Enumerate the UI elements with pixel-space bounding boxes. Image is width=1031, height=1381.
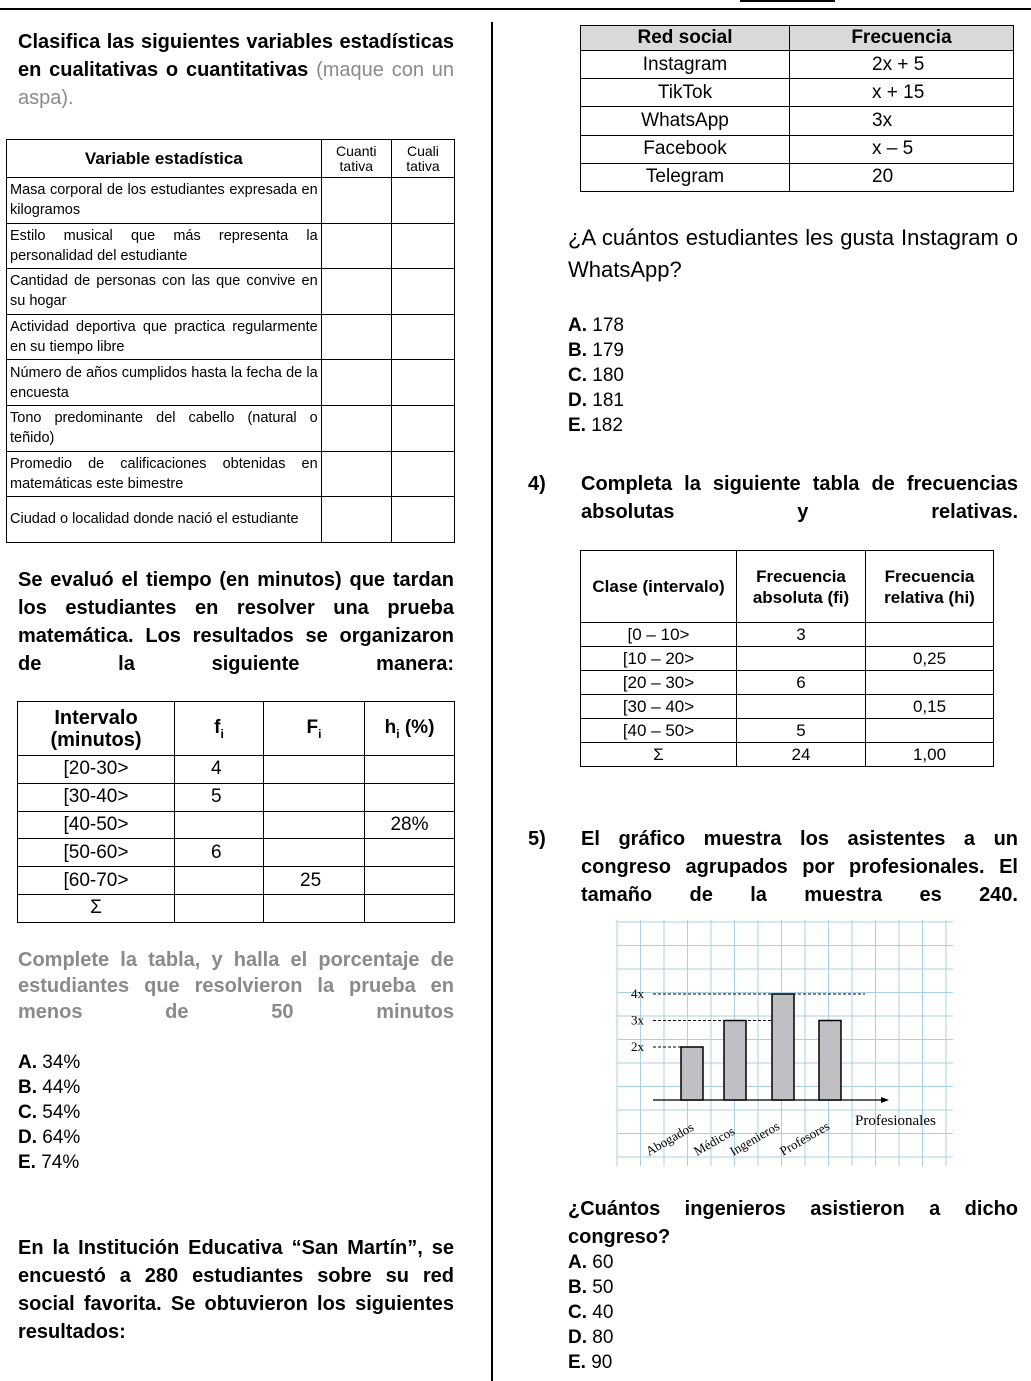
q4-row	[581, 743, 994, 767]
classify-table	[6, 139, 455, 543]
time-instruction: Complete la tabla, y halla el porcentaje de estudiantes que resolvieron la prueba en menos de 50 minutos	[18, 949, 454, 1023]
cualitativa-checkbox-cell[interactable]	[391, 360, 454, 406]
absolute-cell: 5	[737, 719, 866, 743]
option-letter: C.	[568, 365, 587, 386]
time-question-text: Se evaluó el tiempo (en minutos) que tardan los estudiantes en resolver una prueba matemática. Los resultados se organizaron de la siguiente manera:	[18, 569, 454, 675]
answer-option[interactable]	[568, 413, 624, 438]
option-letter: B.	[18, 1077, 37, 1098]
answer-option[interactable]	[568, 1275, 613, 1300]
interval-cell: [40-50>	[18, 811, 175, 839]
variable-cell: Promedio de calificaciones obtenidas en matemáticas este bimestre	[7, 451, 322, 497]
variable-cell: Cantidad de personas con las que convive en su hogar	[7, 269, 322, 315]
q5-number: 5)	[528, 828, 546, 850]
cualitativa-checkbox-cell[interactable]	[391, 314, 454, 360]
interval-cell: [20-30>	[18, 756, 175, 784]
q4-row	[581, 647, 994, 671]
network-cell: Facebook	[581, 135, 790, 163]
answer-option[interactable]	[568, 388, 624, 413]
q4-table	[580, 550, 994, 767]
interval-cell: Σ	[18, 894, 175, 922]
relative-cell: 1,00	[866, 743, 994, 767]
hi-cell: 28%	[365, 811, 455, 839]
cualitativa-checkbox-cell[interactable]	[391, 497, 454, 543]
classify-title: Clasifica las siguientes variables estadísticas en cualitativas o cuantitativas	[18, 31, 454, 81]
network-cell: Telegram	[581, 163, 790, 191]
class-cell: Σ	[581, 743, 737, 767]
hi-label: $h_i$ (%)	[384, 716, 435, 741]
cuantitativa-checkbox-cell[interactable]	[321, 314, 391, 360]
time-header-hi	[365, 702, 455, 756]
header-cuantitativa: Cuanti tativa	[321, 140, 391, 178]
q4-text: Completa la siguiente tabla de frecuencias absolutas y relativas.	[581, 473, 1018, 523]
frequency-cell: x – 5	[790, 135, 1014, 163]
answer-option[interactable]	[568, 1350, 613, 1375]
classify-question	[18, 28, 454, 112]
time-table	[17, 701, 455, 923]
network-cell: WhatsApp	[581, 107, 790, 135]
value-label: 2x	[631, 1039, 644, 1054]
time-row	[18, 783, 455, 811]
relative-cell: 0,25	[866, 647, 994, 671]
option-letter: E.	[18, 1152, 36, 1173]
time-row	[18, 839, 455, 867]
top-rule-mark	[740, 0, 835, 2]
classify-header-row	[7, 140, 455, 178]
hi-cell[interactable]	[365, 756, 455, 784]
interval-cell: [50-60>	[18, 839, 175, 867]
network-cell: TikTok	[581, 79, 790, 107]
frequency-cell: 2x + 5	[790, 51, 1014, 79]
hi-cell[interactable]	[365, 867, 455, 895]
fi-label: $f_i$	[214, 716, 224, 741]
social-header-row	[581, 26, 1014, 51]
q4-header-class: Clase (intervalo)	[581, 551, 737, 623]
option-letter: D.	[18, 1127, 37, 1148]
q5-options	[568, 1250, 613, 1375]
cuantitativa-checkbox-cell[interactable]	[321, 269, 391, 315]
social-row	[581, 135, 1014, 163]
time-row	[18, 894, 455, 922]
relative-cell[interactable]	[866, 719, 994, 743]
option-text: 181	[592, 390, 624, 411]
category-label: Profesores	[777, 1118, 833, 1159]
fi-cell: 6	[175, 839, 264, 867]
fi-cell[interactable]	[175, 894, 264, 922]
header-cualitativa: Cuali tativa	[391, 140, 454, 178]
classify-row	[7, 269, 455, 315]
answer-option[interactable]	[18, 1125, 80, 1150]
absolute-cell: 3	[737, 623, 866, 647]
q4-row	[581, 695, 994, 719]
fi-cell: 5	[175, 783, 264, 811]
option-text: 50	[592, 1277, 614, 1298]
classify-row	[7, 360, 455, 406]
option-letter: D.	[568, 390, 587, 411]
Fi-cell: 25	[264, 867, 365, 895]
variable-cell: Número de años cumplidos hasta la fecha de la encuesta	[7, 360, 322, 406]
option-text: 74%	[41, 1152, 80, 1173]
cualitativa-checkbox-cell[interactable]	[391, 223, 454, 269]
header-variable: Variable estadística	[7, 140, 322, 178]
network-cell: Instagram	[581, 51, 790, 79]
value-label: 4x	[631, 986, 644, 1001]
q4-row	[581, 623, 994, 647]
answer-option[interactable]	[18, 1100, 80, 1125]
social-options	[568, 313, 624, 438]
option-text: 34%	[42, 1052, 81, 1073]
cualitativa-checkbox-cell[interactable]	[391, 269, 454, 315]
option-letter: A.	[18, 1052, 37, 1073]
answer-option[interactable]	[568, 313, 624, 338]
option-text: 64%	[42, 1127, 81, 1148]
q5-question: ¿Cuántos ingenieros asistieron a dicho congreso?	[568, 1198, 1018, 1248]
social-question-text: En la Institución Educativa “San Martín”, se encuestó a 280 estudiantes sobre su red social favorita. Se obtuvieron los siguientes resultados:	[18, 1237, 454, 1343]
q4-row	[581, 719, 994, 743]
time-row	[18, 756, 455, 784]
social-header-network: Red social	[581, 26, 790, 51]
cualitativa-checkbox-cell[interactable]	[391, 451, 454, 497]
x-axis-label: Profesionales	[855, 1113, 936, 1129]
column-divider	[491, 22, 493, 1381]
option-letter: A.	[568, 315, 587, 336]
variable-cell: Estilo musical que más representa la personalidad del estudiante	[7, 223, 322, 269]
relative-cell[interactable]	[866, 671, 994, 695]
option-letter: E.	[568, 1352, 586, 1373]
option-text: 44%	[42, 1077, 81, 1098]
cuantitativa-checkbox-cell[interactable]	[321, 451, 391, 497]
absolute-cell[interactable]	[737, 647, 866, 671]
absolute-cell: 6	[737, 671, 866, 695]
variable-cell: Masa corporal de los estudiantes expresada en kilogramos	[7, 178, 322, 224]
classify-row	[7, 314, 455, 360]
absolute-cell: 24	[737, 743, 866, 767]
option-letter: B.	[568, 340, 587, 361]
cuantitativa-checkbox-cell[interactable]	[321, 360, 391, 406]
social-row	[581, 51, 1014, 79]
time-options	[18, 1050, 80, 1175]
cualitativa-checkbox-cell[interactable]	[391, 178, 454, 224]
social-header-frequency: Frecuencia	[790, 26, 1014, 51]
bar-abogados	[681, 1047, 703, 1100]
fi-cell[interactable]	[175, 811, 264, 839]
interval-cell: [30-40>	[18, 783, 175, 811]
cuantitativa-checkbox-cell[interactable]	[321, 178, 391, 224]
time-header-fi	[175, 702, 264, 756]
answer-option[interactable]	[18, 1075, 80, 1100]
q4-header-row	[581, 551, 994, 623]
option-text: 60	[592, 1252, 614, 1273]
category-label: Abogados	[643, 1119, 697, 1159]
class-cell: [10 – 20>	[581, 647, 737, 671]
social-table	[580, 25, 1014, 192]
option-letter: B.	[568, 1277, 587, 1298]
cuantitativa-checkbox-cell[interactable]	[321, 497, 391, 543]
social-row	[581, 79, 1014, 107]
relative-cell[interactable]	[866, 623, 994, 647]
option-text: 180	[592, 365, 624, 386]
q4-header-absolute: Frecuencia absoluta (fi)	[737, 551, 866, 623]
hi-cell[interactable]	[365, 839, 455, 867]
option-text: 178	[592, 315, 624, 336]
time-row	[18, 811, 455, 839]
social-row	[581, 163, 1014, 191]
bar-profesores	[819, 1021, 841, 1101]
option-letter: A.	[568, 1252, 587, 1273]
classify-row	[7, 178, 455, 224]
variable-cell: Actividad deportiva que practica regularmente en su tiempo libre	[7, 314, 322, 360]
q4-number: 4)	[528, 473, 546, 495]
variable-cell: Ciudad o localidad donde nació el estudiante	[7, 497, 322, 543]
answer-option[interactable]	[18, 1050, 80, 1075]
hi-cell[interactable]	[365, 783, 455, 811]
Fi-cell[interactable]	[264, 811, 365, 839]
classify-row	[7, 451, 455, 497]
interval-cell: [60-70>	[18, 867, 175, 895]
attendance-chart	[615, 918, 955, 1168]
classify-row	[7, 497, 455, 543]
time-row	[18, 867, 455, 895]
Fi-cell[interactable]	[264, 756, 365, 784]
frequency-cell: 20	[790, 163, 1014, 191]
Fi-cell[interactable]	[264, 894, 365, 922]
cualitativa-checkbox-cell[interactable]	[391, 405, 454, 451]
Fi-label: $F_i$	[306, 716, 322, 741]
x-axis-arrow	[881, 1097, 889, 1103]
option-text: 182	[591, 415, 623, 436]
cuantitativa-checkbox-cell[interactable]	[321, 223, 391, 269]
bar-ingenieros	[772, 994, 794, 1100]
q4-row	[581, 671, 994, 695]
time-header-interval: Intervalo (minutos)	[18, 702, 175, 756]
classify-row	[7, 223, 455, 269]
classify-row	[7, 405, 455, 451]
category-label: Médicos	[691, 1123, 738, 1159]
fi-cell[interactable]	[175, 867, 264, 895]
class-cell: [30 – 40>	[581, 695, 737, 719]
classify-hint: (maque con un aspa).	[18, 59, 455, 109]
option-text: 179	[592, 340, 624, 361]
class-cell: [20 – 30>	[581, 671, 737, 695]
option-text: 54%	[42, 1102, 81, 1123]
Fi-cell[interactable]	[264, 783, 365, 811]
frequency-cell: x + 15	[790, 79, 1014, 107]
option-text: 40	[592, 1302, 614, 1323]
relative-cell: 0,15	[866, 695, 994, 719]
variable-cell: Tono predominante del cabello (natural o teñido)	[7, 405, 322, 451]
class-cell: [40 – 50>	[581, 719, 737, 743]
option-letter: C.	[18, 1102, 37, 1123]
answer-option[interactable]	[568, 363, 624, 388]
absolute-cell[interactable]	[737, 695, 866, 719]
answer-option[interactable]	[568, 1250, 613, 1275]
option-letter: E.	[568, 415, 586, 436]
hi-cell[interactable]	[365, 894, 455, 922]
value-label: 3x	[631, 1012, 644, 1028]
option-letter: D.	[568, 1327, 587, 1348]
cuantitativa-checkbox-cell[interactable]	[321, 405, 391, 451]
frequency-cell: 3x	[790, 107, 1014, 135]
bar-médicos	[724, 1021, 746, 1101]
social-row	[581, 107, 1014, 135]
fi-cell: 4	[175, 756, 264, 784]
answer-option[interactable]	[568, 338, 624, 363]
option-letter: C.	[568, 1302, 587, 1323]
option-text: 90	[591, 1352, 613, 1373]
answer-option[interactable]	[568, 1325, 613, 1350]
q4-header-relative: Frecuencia relativa (hi)	[866, 551, 994, 623]
category-label: Ingenieros	[727, 1118, 783, 1159]
Fi-cell[interactable]	[264, 839, 365, 867]
option-text: 80	[592, 1327, 614, 1348]
answer-option[interactable]	[18, 1150, 80, 1175]
top-rule	[0, 8, 1031, 10]
answer-option[interactable]	[568, 1300, 613, 1325]
social-question: ¿A cuántos estudiantes les gusta Instagram o WhatsApp?	[568, 225, 1018, 282]
time-header-Fi	[264, 702, 365, 756]
class-cell: [0 – 10>	[581, 623, 737, 647]
time-header-row	[18, 702, 455, 756]
q5-text: El gráfico muestra los asistentes a un congreso agrupados por profesionales. El tamaño de la muestra es 240.	[581, 828, 1018, 906]
